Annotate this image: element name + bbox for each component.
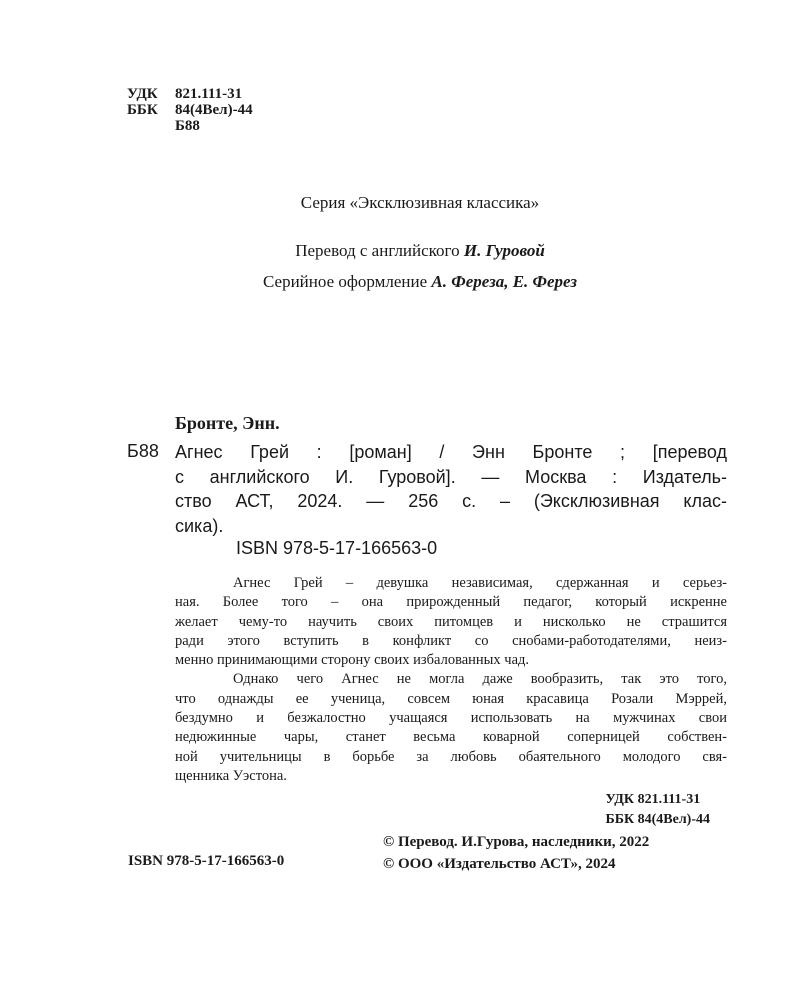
annotation-line: что однажды ее ученица, совсем юная красавица Розали Мэррей, — [175, 690, 727, 707]
annotation-line: недюжинные чары, станет весьма коварной соперницей собствен- — [175, 729, 727, 746]
bibliographic-description — [175, 440, 727, 538]
isbn-main: ISBN 978-5-17-166563-0 — [236, 538, 438, 558]
bbk-value: 84(4Вел)-44 — [175, 102, 253, 118]
annotation-line: ной учительницы в борьбе за любовь обаятельного молодого свя- — [175, 748, 727, 765]
translation-line — [0, 241, 800, 261]
series-line: Серия «Эксклюзивная классика» — [300, 193, 540, 212]
annotation-line: щенника Уэстона. — [175, 767, 287, 784]
annotation-line: желает чему-то научить своих питомцев и нисколько не страшится — [175, 613, 727, 630]
classification-block — [127, 86, 253, 134]
designer-names: А. Фереза, Е. Ферез — [431, 272, 578, 291]
annotation — [175, 574, 727, 786]
annotation-line: бездумно и безжалостно учащаяся использовать на мужчинах свои — [175, 710, 727, 727]
annotation-line: Агнес Грей – девушка независимая, сдержанная и серьез- — [233, 575, 727, 591]
biblio-line: Агнес Грей : [роман] / Энн Бронте ; [перевод — [175, 442, 727, 462]
annotation-line: ради этого вступить в конфликт со снобами-работодателями, неиз- — [175, 632, 727, 649]
translation-prefix: Перевод с английского — [295, 241, 460, 260]
bbk-label: ББК — [127, 102, 158, 118]
annotation-line: ная. Более того – она прирожденный педагог, который искренне — [175, 594, 727, 611]
udk-value: 821.111-31 — [175, 86, 243, 102]
biblio-line: ство АСТ, 2024. — 256 с. – (Эксклюзивная клас- — [175, 491, 727, 511]
bbk-row — [127, 102, 253, 118]
author-heading: Бронте, Энн. — [175, 413, 280, 433]
copyright-line: © ООО «Издательство АСТ», 2024 — [383, 856, 616, 872]
copyright-line: © Перевод. И.Гурова, наследники, 2022 — [383, 834, 650, 850]
udk-label: УДК — [127, 86, 158, 102]
biblio-line: с английского И. Гуровой]. — Москва : Издатель- — [175, 466, 727, 487]
bbk-code-right: ББК 84(4Вел)-44 — [605, 812, 710, 827]
translator-name: И. Гуровой — [463, 241, 545, 260]
udk-row — [127, 86, 253, 102]
annotation-line: Однако чего Агнес не могла даже вообразить, так это того, — [233, 671, 727, 688]
author-mark-row — [127, 118, 253, 134]
design-line — [0, 272, 800, 292]
classification-codes-right — [605, 790, 710, 830]
annotation-line: менно принимающими сторону своих избалованных чад. — [175, 652, 530, 669]
udk-code-right: УДК 821.111-31 — [605, 792, 701, 807]
author-code: Б88 — [127, 441, 159, 461]
design-prefix: Серийное оформление — [262, 272, 428, 291]
biblio-line: сика). — [175, 515, 224, 536]
isbn-bottom: ISBN 978-5-17-166563-0 — [128, 853, 285, 869]
copyright-block — [383, 831, 649, 875]
author-mark: Б88 — [175, 118, 200, 134]
